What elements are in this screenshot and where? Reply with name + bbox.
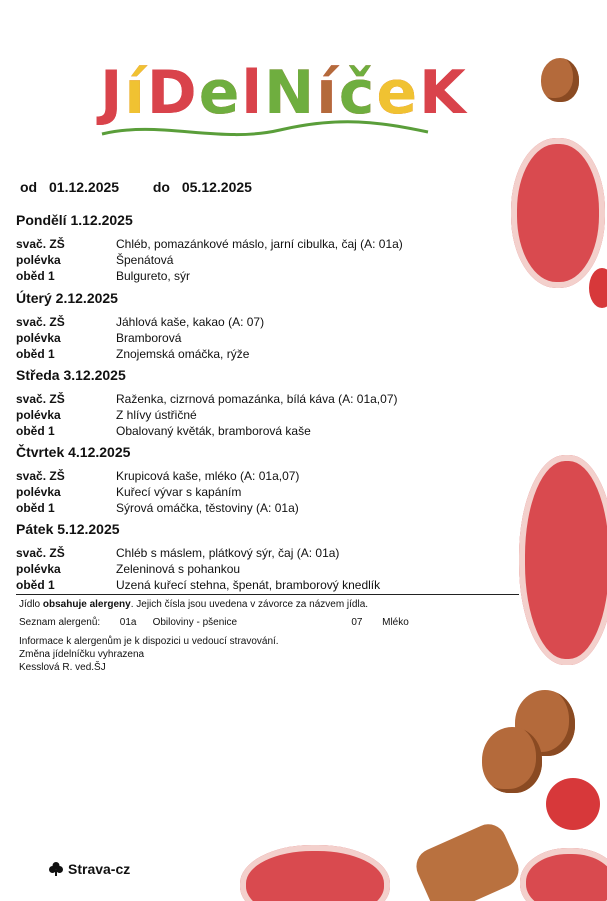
allergen-note-start: Jídlo xyxy=(19,599,43,610)
meal-label: oběd 1 xyxy=(16,269,55,283)
day-title: Pátek 5.12.2025 xyxy=(16,521,120,537)
allergen-code: 01a xyxy=(119,617,137,628)
meal-row xyxy=(16,330,516,346)
steak-illustration xyxy=(511,138,605,288)
onion-illustration xyxy=(482,727,542,793)
meal-row xyxy=(16,500,516,516)
day-title: Úterý 2.12.2025 xyxy=(16,290,118,306)
cutting-board-illustration xyxy=(411,819,525,901)
allergen-list-label: Seznam alergenů: xyxy=(19,617,101,628)
meal-label: svač. ZŠ xyxy=(16,392,65,406)
date-to: 05.12.2025 xyxy=(181,179,252,195)
allergen-note-bold: obsahuje alergeny xyxy=(42,599,131,610)
meal-label: polévka xyxy=(16,253,61,267)
meal-value: Zeleninová s pohankou xyxy=(116,562,241,576)
meal-label: oběd 1 xyxy=(16,501,55,515)
signature: Kesslová R. ved.ŠJ xyxy=(19,662,106,673)
meal-value: Chléb, pomazánkové máslo, jarní cibulka, čaj (A: 01a) xyxy=(116,237,403,251)
meal-label: svač. ZŠ xyxy=(16,546,65,560)
onion-illustration xyxy=(541,58,579,102)
meal-value: Jáhlová kaše, kakao (A: 07) xyxy=(116,315,265,329)
meal-label: oběd 1 xyxy=(16,424,55,438)
meal-value: Krupicová kaše, mléko (A: 01a,07) xyxy=(116,469,300,483)
vine-decoration xyxy=(100,118,430,144)
logo-text: Strava-cz xyxy=(68,861,131,877)
date-range xyxy=(20,179,252,195)
allergen-note xyxy=(19,598,368,611)
day-section xyxy=(16,521,516,593)
meal-row xyxy=(16,252,516,268)
tomato-illustration xyxy=(546,778,600,830)
meal-label: svač. ZŠ xyxy=(16,315,65,329)
meal-label: svač. ZŠ xyxy=(16,469,65,483)
meal-row xyxy=(16,484,516,500)
meal-value: Bramborová xyxy=(116,331,182,345)
date-from: 01.12.2025 xyxy=(49,179,120,195)
meal-value: Špenátová xyxy=(116,253,174,267)
day-title: Pondělí 1.12.2025 xyxy=(16,212,133,228)
allergen-code: 07 xyxy=(351,617,363,628)
meal-value: Chléb s máslem, plátkový sýr, čaj (A: 01a) xyxy=(116,546,340,560)
meal-value: Sýrová omáčka, těstoviny (A: 01a) xyxy=(116,501,299,515)
meal-row xyxy=(16,314,516,330)
allergen-note-end: . Jejich čísla jsou uvedena v závorce za názvem jídla. xyxy=(130,599,369,610)
meal-row xyxy=(16,236,516,252)
day-title: Středa 3.12.2025 xyxy=(16,367,126,383)
allergen-name: Obiloviny - pšenice xyxy=(152,617,238,628)
meal-value: Obalovaný květák, bramborová kaše xyxy=(116,424,311,438)
day-section xyxy=(16,290,516,362)
allergen-list xyxy=(19,617,409,628)
tomato-illustration xyxy=(589,268,607,308)
meal-row xyxy=(16,468,516,484)
meal-row xyxy=(16,268,516,284)
meal-row xyxy=(16,346,516,362)
meal-label: oběd 1 xyxy=(16,578,55,592)
meal-row xyxy=(16,561,516,577)
meal-label: polévka xyxy=(16,331,61,345)
meal-value: Uzená kuřecí stehna, špenát, bramborový knedlík xyxy=(116,578,381,592)
day-section xyxy=(16,212,516,284)
strava-logo[interactable] xyxy=(48,861,130,877)
allergen-info: Informace k alergenům je k dispozici u vedoucí stravování. xyxy=(19,636,279,647)
meal-value: Znojemská omáčka, rýže xyxy=(116,347,250,361)
meal-value: Kuřecí vývar s kapáním xyxy=(116,485,242,499)
meal-row xyxy=(16,577,516,593)
meal-row xyxy=(16,545,516,561)
meal-label: svač. ZŠ xyxy=(16,237,65,251)
day-section xyxy=(16,367,516,439)
meal-value: Bulgureto, sýr xyxy=(116,269,191,283)
meal-label: polévka xyxy=(16,562,61,576)
meal-value: Raženka, cizrnová pomazánka, bílá káva (A: 01a,07) xyxy=(116,392,398,406)
page-title xyxy=(100,48,480,143)
steak-illustration xyxy=(240,845,390,901)
divider xyxy=(16,594,519,595)
clover-icon xyxy=(48,861,64,877)
day-title: Čtvrtek 4.12.2025 xyxy=(16,444,131,460)
title-text: JíDelNíčeK xyxy=(100,58,468,128)
steak-illustration xyxy=(519,455,607,665)
date-from-label: od xyxy=(20,179,38,195)
meal-value: Z hlívy ústřičné xyxy=(116,408,197,422)
meal-row xyxy=(16,423,516,439)
meal-row xyxy=(16,391,516,407)
meal-row xyxy=(16,407,516,423)
meal-label: polévka xyxy=(16,485,61,499)
allergen-name: Mléko xyxy=(382,617,409,628)
day-section xyxy=(16,444,516,516)
change-notice: Změna jídelníčku vyhrazena xyxy=(19,649,145,660)
meal-label: polévka xyxy=(16,408,61,422)
meal-label: oběd 1 xyxy=(16,347,55,361)
date-to-label: do xyxy=(152,179,170,195)
